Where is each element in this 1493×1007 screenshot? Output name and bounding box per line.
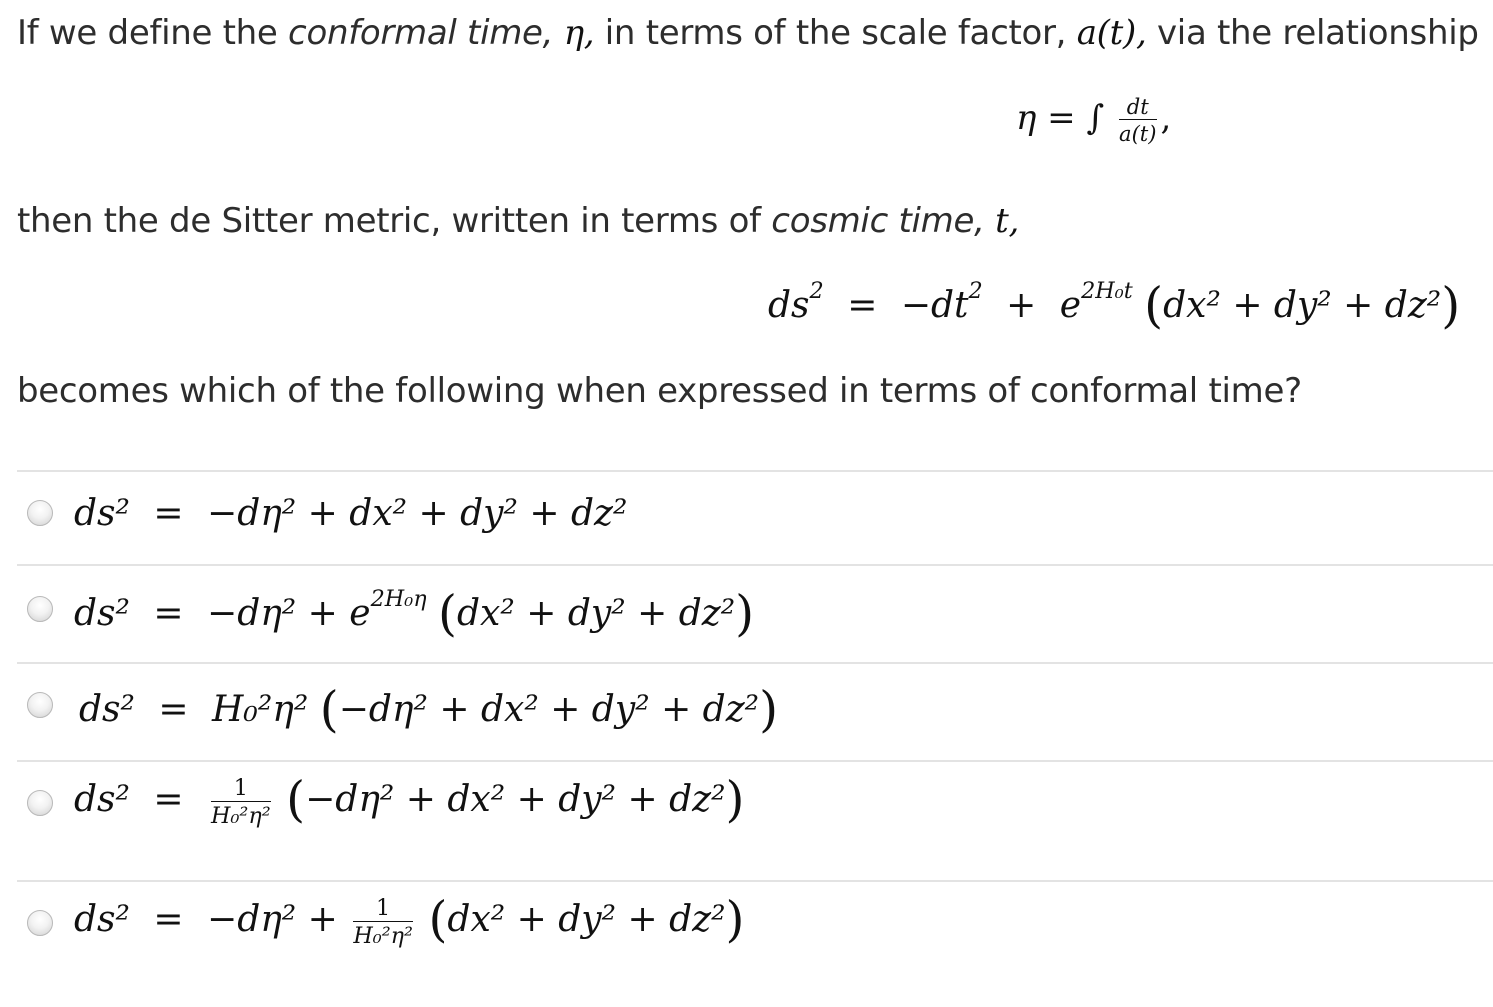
question-line-2-pre: then the de Sitter metric, written in terms of <box>17 201 772 241</box>
option-lhs: ds² <box>79 689 135 731</box>
radio-button[interactable] <box>27 910 53 936</box>
eq1-tail: , <box>1160 98 1172 139</box>
eq2-exponential: e <box>1059 285 1082 327</box>
option-exponential-power: 2H₀η <box>370 586 427 613</box>
eq2-dt-term: −dt <box>900 285 969 327</box>
eq2-open-paren: ( <box>1144 278 1164 334</box>
eq2-equals: = <box>847 285 878 327</box>
de-sitter-metric-equation <box>768 278 1461 334</box>
scale-factor-symbol: a(t), <box>1076 13 1147 53</box>
eq2-lhs: ds <box>768 285 810 327</box>
eq2-exponential-power: 2H₀t <box>1081 278 1133 305</box>
option-interval-terms: −dη² + dx² + dy² + dz² <box>305 779 726 821</box>
option-equals: = <box>158 689 189 731</box>
option-close-paren: ) <box>725 772 745 828</box>
option-close-paren: ) <box>725 892 745 948</box>
option-4-formula <box>74 772 745 830</box>
option-open-paren: ( <box>319 682 339 738</box>
option-fraction-numerator: 1 <box>211 777 271 802</box>
integral-sign: ∫ <box>1086 98 1105 139</box>
question-line-1-pre: If we define the <box>17 13 289 53</box>
cosmic-time-term: cosmic time, <box>771 201 985 241</box>
t-symbol: t, <box>995 201 1019 241</box>
option-lhs: ds² <box>74 493 130 534</box>
eq2-dt-exponent: 2 <box>968 278 983 305</box>
option-close-paren: ) <box>759 682 779 738</box>
eq1-denominator: a(t) <box>1119 121 1157 147</box>
answer-option-1[interactable] <box>17 472 1493 564</box>
eq1-lhs: η = <box>1016 98 1076 139</box>
option-lhs: ds² <box>74 779 130 821</box>
answer-option-3[interactable] <box>17 664 1493 760</box>
radio-button[interactable] <box>27 596 53 622</box>
option-equals: = <box>153 493 184 534</box>
eta-symbol: η, <box>563 13 595 53</box>
option-prefix: −dη² + <box>207 899 338 941</box>
option-open-paren: ( <box>428 892 448 948</box>
radio-button[interactable] <box>27 692 53 718</box>
option-spatial-terms: dx² + dy² + dz² <box>457 593 736 635</box>
eq2-close-paren: ) <box>1441 278 1461 334</box>
option-interval-terms: −dη² + dx² + dy² + dz² <box>338 689 760 731</box>
option-rhs: −dη² + dx² + dy² + dz² <box>207 493 628 534</box>
option-spatial-terms: dx² + dy² + dz² <box>447 899 726 941</box>
question-line-1-mid: in terms of the scale factor, <box>594 13 1077 53</box>
eq2-lhs-exponent: 2 <box>809 278 824 305</box>
option-fraction <box>353 894 413 950</box>
eq1-fraction <box>1119 94 1157 147</box>
option-equals: = <box>153 779 184 821</box>
option-equals: = <box>153 593 184 635</box>
answer-option-2[interactable] <box>17 566 1493 662</box>
question-line-1-post: via the relationship <box>1146 13 1479 53</box>
radio-button[interactable] <box>27 790 53 816</box>
option-fraction <box>211 774 271 830</box>
option-fraction-numerator: 1 <box>353 897 413 922</box>
option-fraction-denominator: H₀²η² <box>211 803 271 830</box>
conformal-time-equation <box>1016 94 1172 147</box>
answer-option-4[interactable] <box>17 762 1493 880</box>
answer-option-5[interactable] <box>17 882 1493 1002</box>
eq2-plus: + <box>1006 285 1037 327</box>
option-lhs: ds² <box>74 593 130 635</box>
eq2-spatial-terms: dx² + dy² + dz² <box>1163 285 1442 327</box>
option-open-paren: ( <box>286 772 306 828</box>
option-prefactor: H₀²η² <box>212 689 309 731</box>
question-line-3: becomes which of the following when expressed in terms of conformal time? <box>17 371 1302 411</box>
option-fraction-denominator: H₀²η² <box>353 923 413 950</box>
option-lhs: ds² <box>74 899 130 941</box>
option-equals: = <box>153 899 184 941</box>
conformal-time-term: conformal time, <box>288 13 554 53</box>
radio-button[interactable] <box>27 500 53 526</box>
eq1-numerator: dt <box>1119 96 1156 120</box>
option-rhs-prefix: −dη² + e <box>207 593 371 635</box>
question-line-1 <box>17 13 1479 53</box>
option-3-formula <box>79 682 779 738</box>
option-1-formula <box>74 493 628 534</box>
option-open-paren: ( <box>438 586 457 642</box>
option-5-formula <box>74 892 745 950</box>
option-close-paren: ) <box>735 586 755 642</box>
option-2-formula <box>74 586 755 642</box>
question-line-2 <box>17 201 1019 241</box>
